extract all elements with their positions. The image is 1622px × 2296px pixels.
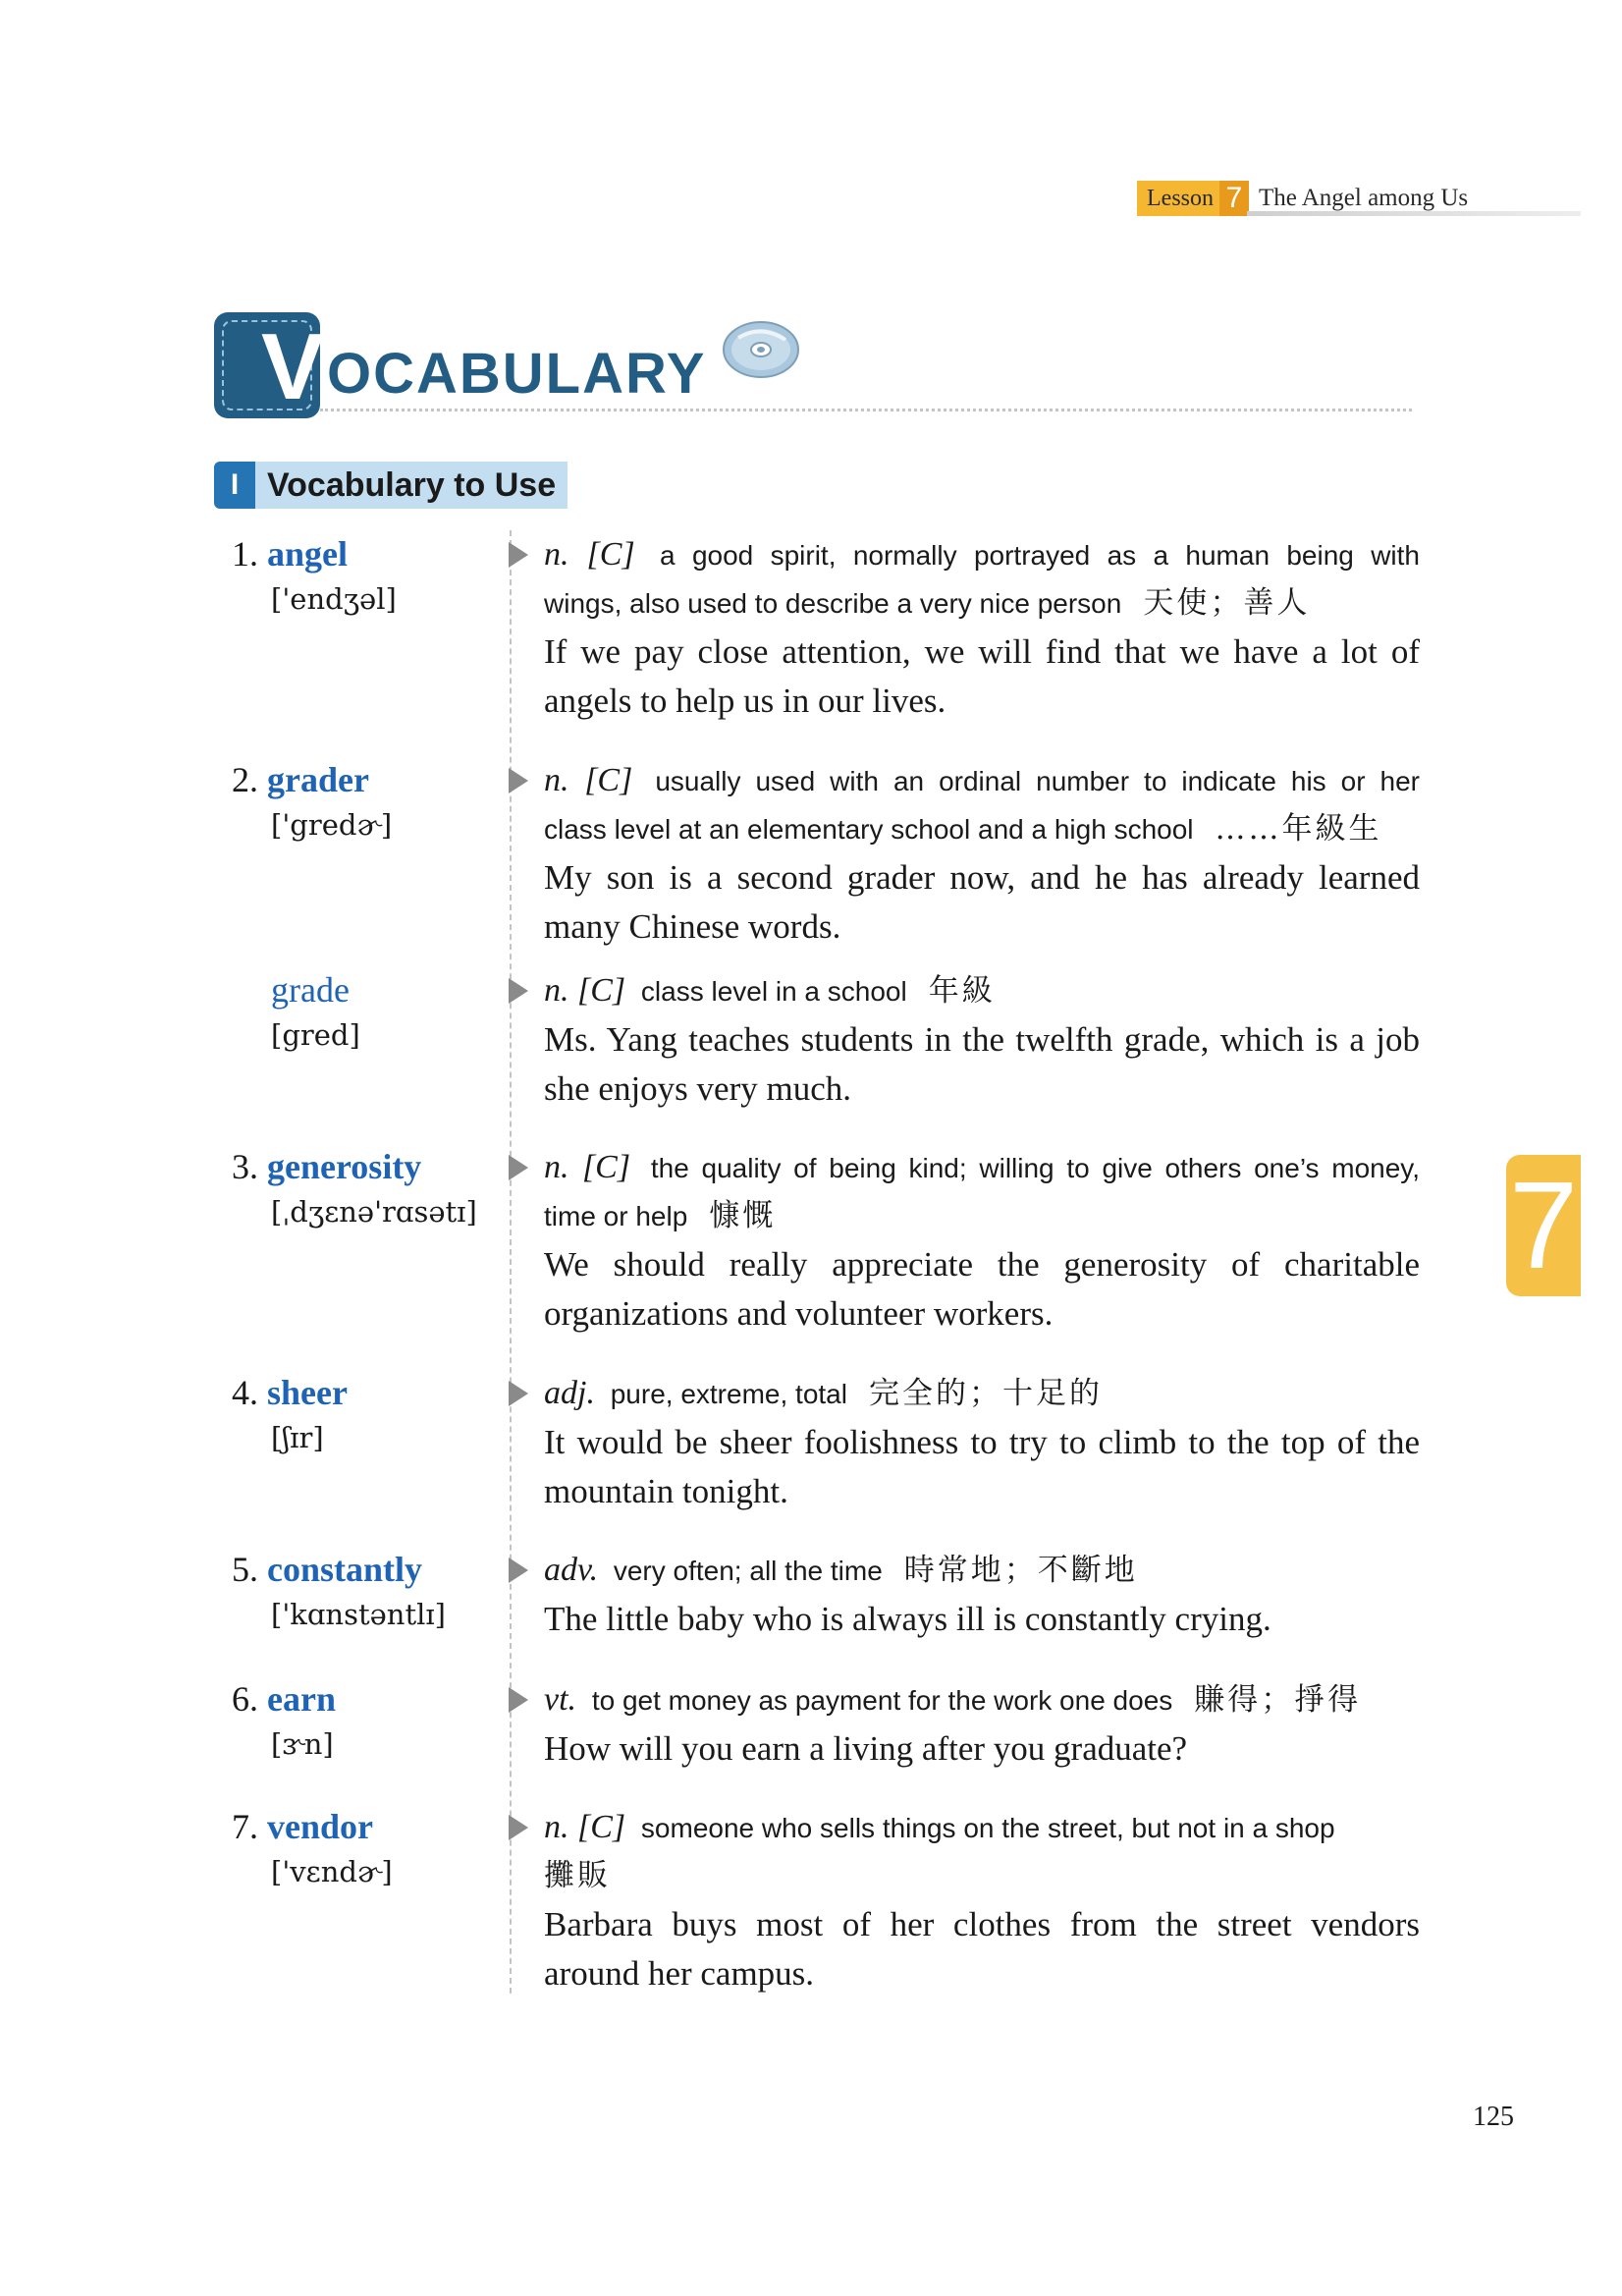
definition-text: wings, also used to describe a very nice person	[544, 588, 1122, 619]
section-label: Vocabulary to Use	[255, 462, 568, 509]
part-of-speech: n. [C]	[544, 1149, 631, 1185]
part-of-speech: n. [C]	[544, 762, 633, 798]
definition-text: someone who sells things on the street, but not in a shop	[640, 1813, 1335, 1843]
arrow-right-icon	[509, 1155, 528, 1180]
page-number: 125	[1473, 2102, 1514, 2132]
pronunciation: [ʃɪr]	[271, 1421, 324, 1454]
entry-number: 4.	[232, 1373, 258, 1412]
part-of-speech: n. [C]	[544, 972, 626, 1009]
example-sentence: My son is a second grader now, and he has already learned many Chinese words.	[544, 858, 1420, 946]
title-divider	[320, 409, 1412, 411]
lesson-number: 7	[1219, 181, 1249, 216]
part-of-speech: n. [C]	[544, 1809, 626, 1845]
pronunciation: ['kɑnstəntlɪ]	[271, 1598, 446, 1631]
pronunciation: ['gredɚ]	[271, 808, 393, 842]
headword: vendor	[267, 1807, 373, 1846]
part-of-speech: adv.	[544, 1552, 599, 1588]
definition-line	[544, 1675, 1420, 1724]
entries-divider	[510, 530, 512, 1994]
headword: sheer	[267, 1373, 348, 1412]
pronunciation: [gred]	[271, 1018, 360, 1052]
chinese-translation: 完全的；十足的	[868, 1376, 1103, 1411]
entry-number: 1.	[232, 534, 258, 574]
example-sentence: Barbara buys most of her clothes from the street vendors around her campus.	[544, 1905, 1420, 1993]
chinese-translation: 年級	[928, 973, 996, 1009]
chinese-translation: 慷慨	[709, 1198, 777, 1233]
definition-line	[544, 756, 1420, 805]
arrow-right-icon	[509, 542, 528, 568]
entry-number: 5.	[232, 1550, 258, 1589]
chinese-translation: 天使；善人	[1143, 585, 1311, 621]
headword: earn	[267, 1679, 336, 1719]
arrow-right-icon	[509, 1687, 528, 1713]
definition-line	[544, 530, 1420, 579]
headword: grade	[271, 970, 350, 1010]
definition-line	[544, 1852, 1420, 1900]
part-of-speech: n. [C]	[544, 536, 635, 573]
definition-text: class level at an elementary school and a high school	[544, 814, 1194, 845]
chinese-translation: 時常地；不斷地	[903, 1553, 1138, 1588]
example-sentence: How will you earn a living after you graduate?	[544, 1729, 1188, 1768]
entry-number: 6.	[232, 1679, 258, 1719]
definition-text: pure, extreme, total	[610, 1379, 847, 1409]
definition-line	[544, 1192, 1420, 1240]
definition-text: class level in a school	[640, 976, 907, 1007]
example-sentence: We should really appreciate the generosity of charitable organizations and volunteer workers.	[544, 1245, 1420, 1333]
example-sentence: It would be sheer foolishness to try to climb to the top of the mountain tonight.	[544, 1423, 1420, 1510]
headword: grader	[267, 760, 369, 799]
headword: angel	[267, 534, 349, 574]
pronunciation: [ɝn]	[271, 1727, 334, 1761]
definition-text: very often; all the time	[613, 1556, 883, 1586]
lesson-label: Lesson	[1137, 181, 1219, 216]
definition-text: usually used with an ordinal number to indicate his or her	[655, 766, 1421, 796]
section-number: I	[214, 462, 255, 509]
chapter-side-tab: 7	[1506, 1155, 1581, 1296]
chinese-translation: 賺得；掙得	[1194, 1682, 1362, 1718]
section-heading	[214, 462, 568, 509]
part-of-speech: adj.	[544, 1375, 595, 1411]
example-sentence: If we pay close attention, we will find that we have a lot of angels to help us in our lives.	[544, 632, 1420, 720]
arrow-right-icon	[509, 978, 528, 1004]
pronunciation: ['vɛndɚ]	[271, 1855, 393, 1888]
definition-line	[544, 805, 1420, 853]
pronunciation: ['endʒəl]	[271, 582, 397, 616]
pronunciation: [ˌdʒɛnə'rɑsətɪ]	[271, 1195, 477, 1229]
definition-line	[544, 1803, 1420, 1852]
example-sentence: The little baby who is always ill is constantly crying.	[544, 1600, 1271, 1638]
definition-line	[544, 579, 1420, 628]
header-rule	[1247, 211, 1581, 216]
arrow-right-icon	[509, 768, 528, 793]
chinese-translation: 攤販	[544, 1858, 611, 1893]
entry-number: 7.	[232, 1807, 258, 1846]
arrow-right-icon	[509, 1558, 528, 1583]
definition-text: time or help	[544, 1201, 688, 1231]
arrow-right-icon	[509, 1815, 528, 1840]
definition-line	[544, 1546, 1420, 1595]
headword: constantly	[267, 1550, 423, 1589]
part-of-speech: vt.	[544, 1681, 577, 1718]
vocabulary-title-initial: V	[261, 314, 325, 419]
chinese-translation: ……年級生	[1215, 811, 1382, 847]
definition-text: a good spirit, normally portrayed as a human being with	[660, 540, 1420, 571]
definition-line	[544, 1369, 1420, 1418]
vocabulary-title: OCABULARY	[327, 342, 707, 406]
entry-number: 3.	[232, 1147, 258, 1186]
example-sentence: Ms. Yang teaches students in the twelfth grade, which is a job she enjoys very much.	[544, 1020, 1420, 1108]
arrow-right-icon	[509, 1381, 528, 1406]
lesson-title: The Angel among Us	[1259, 185, 1469, 211]
entry-number: 2.	[232, 760, 258, 799]
definition-text: to get money as payment for the work one does	[591, 1685, 1173, 1716]
definition-line	[544, 1143, 1420, 1192]
definition-text: the quality of being kind; willing to give others one’s money,	[650, 1153, 1421, 1183]
definition-line	[544, 966, 1420, 1015]
headword: generosity	[267, 1147, 422, 1186]
cd-audio-icon	[721, 318, 801, 381]
